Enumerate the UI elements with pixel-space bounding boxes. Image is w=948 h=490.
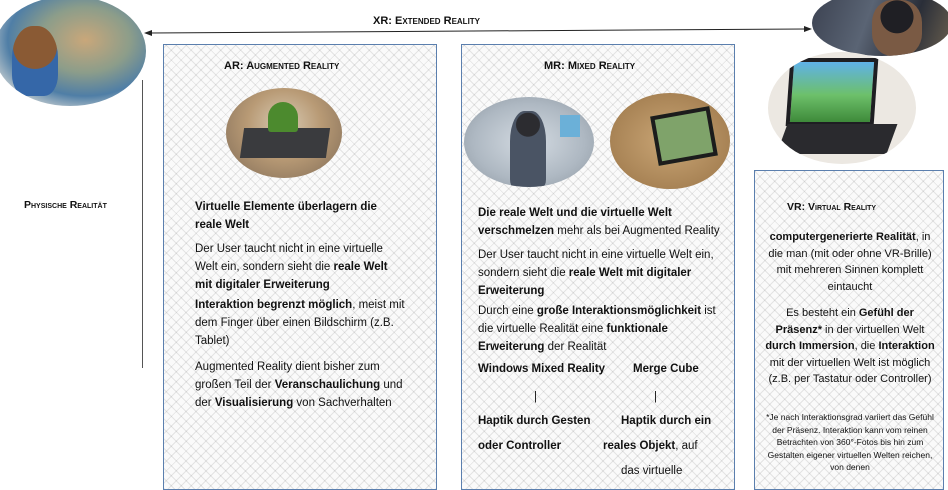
mr-col1-separator: | — [534, 391, 537, 403]
mr-col2-title: Merge Cube — [633, 363, 699, 375]
mr-person — [510, 111, 546, 187]
mr-paragraph-2: Durch eine große Interaktionsmöglichkeit ist die virtuelle Realität eine funktionale Erweiterung der Realität — [478, 305, 716, 353]
laptop-keyboard — [777, 124, 898, 154]
physical-reality-label: Physische Realität — [24, 199, 107, 211]
ar-paragraph-1: Der User taucht nicht in eine virtuelle Welt ein, sondern sieht die reale Welt mit digitaler Erweiterung — [195, 243, 388, 291]
photo-vr-laptop-game — [768, 52, 916, 164]
mr-floating-panel — [560, 115, 580, 137]
mr-col1-title: Windows Mixed Reality — [478, 363, 606, 375]
mr-photo-hololens — [464, 97, 594, 187]
vr-title: VR: Virtual Reality — [787, 201, 877, 213]
laptop-screen — [786, 58, 879, 126]
xr-title: XR: Extended Reality — [373, 15, 481, 27]
mr-photo-merge-cube — [610, 93, 730, 189]
vr-paragraph-2: Es besteht ein Gefühl der Präsenz* in der virtuellen Welt durch Immersion, die Interaktion mit der virtuellen Welt ist möglich (z.B. per Tastatur oder Controller) — [765, 307, 935, 385]
ar-box — [163, 44, 437, 490]
mr-col2-line2: reales Objekt, auf — [603, 440, 698, 452]
mr-col2-line3: das virtuelle — [621, 465, 683, 477]
mr-tablet — [650, 106, 718, 166]
vr-box — [754, 170, 944, 490]
mr-headline: Die reale Welt und die virtuelle Welt verschmelzen mehr als bei Augmented Reality — [478, 207, 720, 237]
mr-box — [461, 44, 735, 490]
vr-paragraph-1: computergenerierte Realität, in die man (mit oder ohne VR-Brille) mit mehreren Sinnen komplett eintaucht — [768, 231, 932, 293]
physical-axis-line — [142, 80, 143, 368]
ar-photo-plant-table — [226, 88, 342, 178]
mr-col1-line1: Haptik durch Gesten — [478, 415, 591, 427]
ar-paragraph-3: Augmented Reality dient bisher zum großen Teil der Veranschaulichung und der Visualisierung von Sachverhalten — [195, 361, 403, 409]
mr-paragraph-1: Der User taucht nicht in eine virtuelle Welt ein, sondern sieht die reale Welt mit digitaler Erweiterung — [478, 249, 714, 297]
ar-table — [240, 128, 330, 158]
ar-headline: Virtuelle Elemente überlagern die reale Welt — [195, 201, 377, 231]
vr-footnote: *Je nach Interaktionsgrad variiert das Gefühl der Präsenz. Interaktion kann vom reinen Betrachten von 360°-Fotos bis hin zum Gestalten eigener virtuellen Welten reichen, von denen — [766, 412, 934, 472]
ar-plant — [268, 102, 298, 132]
ar-paragraph-2: Interaktion begrenzt möglich, meist mit dem Finger über einen Bildschirm (z.B. Tablet) — [195, 299, 405, 347]
mr-col2-line1: Haptik durch ein — [621, 415, 712, 427]
mr-col1-line2: oder Controller — [478, 440, 562, 452]
mr-title: MR: Mixed Reality — [544, 60, 636, 72]
ar-title: AR: Augmented Reality — [224, 60, 340, 72]
mr-col2-separator: | — [654, 391, 657, 403]
